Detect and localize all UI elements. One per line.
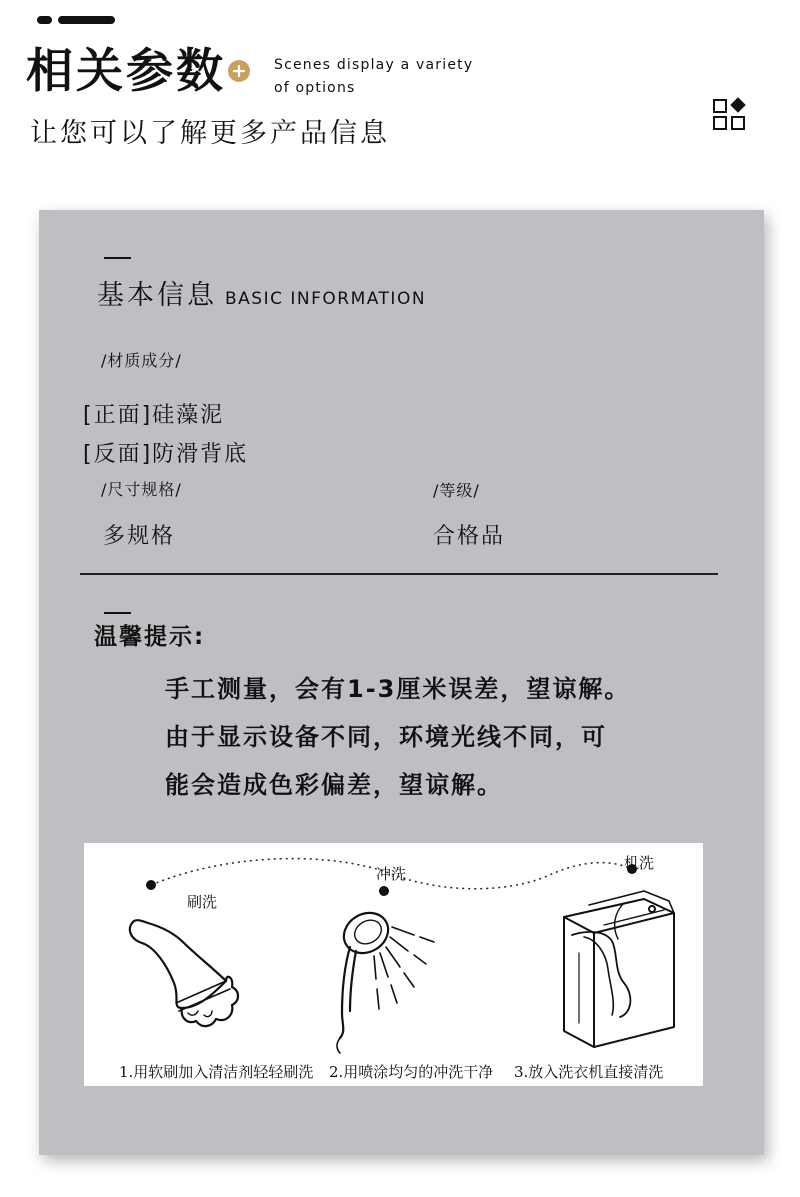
- plus-icon: +: [228, 60, 250, 82]
- material-front: [正面]硅藻泥: [83, 403, 225, 428]
- page-subtitle: 让您可以了解更多产品信息: [30, 118, 390, 149]
- section-rule: [104, 257, 131, 259]
- scenes-caption-line-2: of options: [274, 80, 356, 96]
- brush-tag: 刷洗: [187, 893, 218, 911]
- care-step-2: 2.用喷涂均匀的冲洗干净: [329, 1063, 494, 1081]
- washing-machine-icon: [564, 891, 674, 1047]
- tip-line-3: 能会造成色彩偏差，望谅解。: [165, 771, 503, 799]
- grade-value: 合格品: [433, 524, 506, 549]
- path-dot: [379, 886, 389, 896]
- material-back: [反面]防滑背底: [83, 442, 249, 467]
- scenes-caption: [274, 54, 473, 100]
- grid-icon: [712, 96, 750, 132]
- info-panel: [39, 210, 764, 1155]
- care-illustration: [84, 843, 703, 1086]
- scenes-caption-line-1: Scenes display a variety: [274, 57, 474, 73]
- header-decor-dot: [37, 16, 52, 24]
- header-decor-bar: [58, 16, 115, 24]
- basic-info-title-cn: 基本信息: [97, 280, 217, 311]
- tip-line-2: 由于显示设备不同，环境光线不同，可: [165, 723, 607, 751]
- material-label: /材质成分/: [101, 351, 182, 370]
- tip-line-1: 手工测量，会有1-3厘米误差，望谅解。: [165, 675, 631, 703]
- grade-label: /等级/: [433, 481, 480, 500]
- size-value: 多规格: [103, 524, 176, 549]
- page-title: 相关参数: [26, 44, 226, 99]
- care-step-3: 3.放入洗衣机直接清洗: [514, 1063, 664, 1081]
- care-step-1: 1.用软刷加入清洁剂轻轻刷洗: [119, 1063, 314, 1081]
- basic-info-title-en: BASIC INFORMATION: [225, 289, 427, 309]
- basic-info-title: [97, 282, 426, 309]
- machine-tag: 机洗: [624, 854, 655, 872]
- size-label: /尺寸规格/: [101, 480, 182, 499]
- path-dot: [146, 880, 156, 890]
- tips-rule: [104, 612, 131, 614]
- section-divider: [80, 573, 718, 575]
- shower-icon: [337, 905, 434, 1053]
- brush-icon: [130, 920, 238, 1026]
- rinse-tag: 冲洗: [376, 865, 407, 883]
- tips-title: 温馨提示:: [94, 624, 206, 650]
